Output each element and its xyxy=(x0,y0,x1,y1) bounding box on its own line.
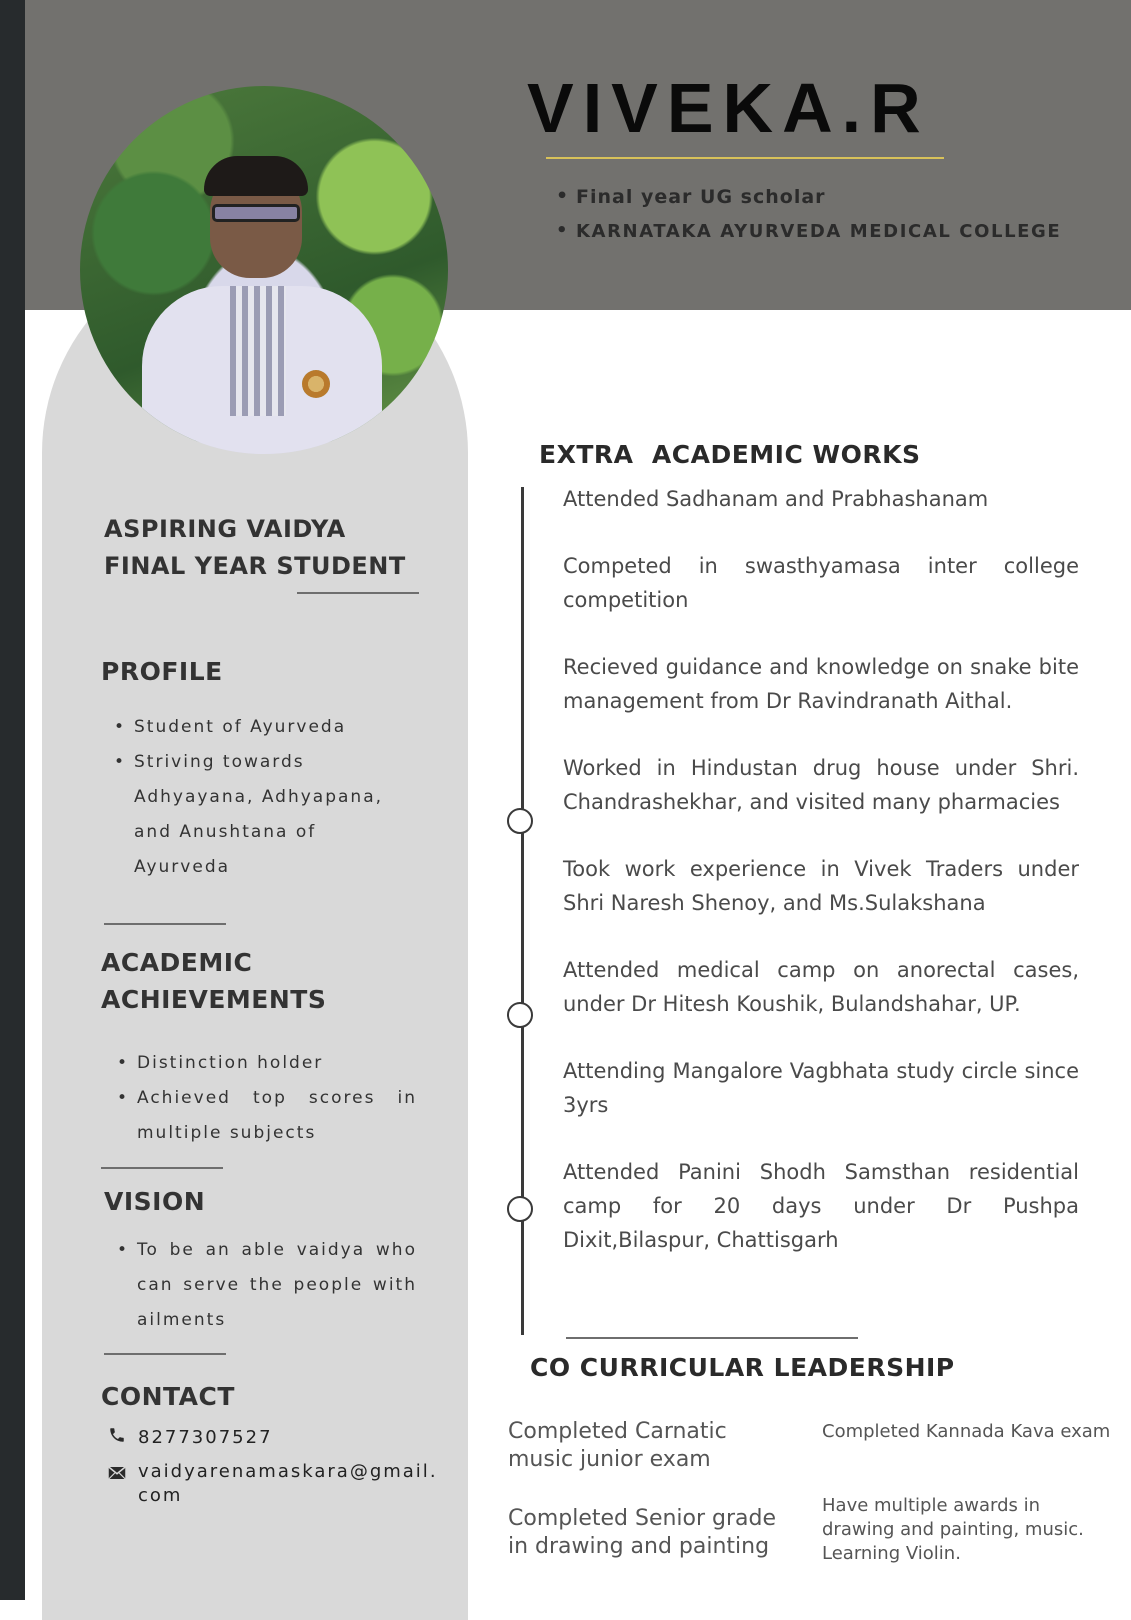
work-item: Attended Panini Shodh Samsthan residential camp for 20 days under Dr Pushpa Dixit,Bilaspur, Chattisgarh xyxy=(563,1160,1079,1252)
phone-icon xyxy=(108,1426,138,1449)
academic-heading-line: ACADEMIC xyxy=(101,948,253,977)
photo-glasses xyxy=(212,204,300,222)
co-curricular-heading: CO CURRICULAR LEADERSHIP xyxy=(530,1353,955,1382)
timeline-node xyxy=(507,1002,533,1028)
extra-academic-heading: EXTRA ACADEMIC WORKS xyxy=(539,440,921,469)
vision-heading: VISION xyxy=(104,1187,206,1216)
candidate-name: VIVEKA.R xyxy=(527,69,930,147)
timeline-node xyxy=(507,808,533,834)
photo-hair xyxy=(204,156,308,196)
profile-list xyxy=(114,710,414,885)
work-item: Competed in swasthyamasa inter college competition xyxy=(563,554,1079,612)
email-address: vaidyarenamaskara@gmail.com xyxy=(138,1461,438,1506)
work-item: Worked in Hindustan drug house under Shri. Chandrashekhar, and visited many pharmacies xyxy=(563,756,1079,814)
timeline-node xyxy=(507,1196,533,1222)
subtitle-item: • Final year UG scholar xyxy=(556,186,1061,208)
work-item: Attended Sadhanam and Prabhashanam xyxy=(563,487,989,511)
co-curricular-item: Completed Senior grade in drawing and painting xyxy=(508,1506,777,1559)
subtitle-item: • KARNATAKA AYURVEDA MEDICAL COLLEGE xyxy=(556,221,1061,242)
left-edge-stripe xyxy=(0,0,25,1600)
vision-divider xyxy=(104,1353,226,1355)
tagline-line: FINAL YEAR STUDENT xyxy=(104,552,406,580)
vision-list xyxy=(117,1233,417,1338)
co-curricular-item: Completed Kannada Kava exam xyxy=(822,1421,1111,1442)
tagline xyxy=(104,511,406,585)
tagline-divider xyxy=(297,592,419,594)
vision-item: • To be an able vaidya who can serve the people with ailments xyxy=(117,1233,417,1338)
photo-shirt xyxy=(230,286,286,416)
extra-academic-list xyxy=(563,482,1079,1257)
tagline-line: ASPIRING VAIDYA xyxy=(104,515,346,543)
contact-phone[interactable] xyxy=(108,1426,438,1450)
academic-heading-line: ACHIEVEMENTS xyxy=(101,985,327,1014)
academic-list xyxy=(117,1046,417,1151)
work-item: Attended medical camp on anorectal cases, under Dr Hitesh Koushik, Bulandshahar, UP. xyxy=(563,958,1079,1016)
work-item: Attending Mangalore Vagbhata study circle since 3yrs xyxy=(563,1059,1079,1117)
profile-photo xyxy=(80,86,448,454)
contact-email[interactable] xyxy=(108,1460,438,1508)
work-item: Recieved guidance and knowledge on snake bite management from Dr Ravindranath Aithal. xyxy=(563,655,1079,713)
profile-item: • Striving towards Adhyayana, Adhyapana, and Anushtana of Ayurveda xyxy=(114,745,414,885)
academic-heading xyxy=(101,944,326,1018)
profile-divider xyxy=(104,923,226,925)
header-subtitle-list xyxy=(556,186,1061,255)
profile-heading: PROFILE xyxy=(101,657,223,686)
phone-number: 8277307527 xyxy=(138,1427,273,1448)
academic-item: • Distinction holder xyxy=(117,1046,417,1081)
co-curricular-item: Have multiple awards in drawing and painting, music. Learning Violin. xyxy=(822,1495,1084,1564)
co-curricular-item: Completed Carnatic music junior exam xyxy=(508,1419,727,1472)
contact-heading: CONTACT xyxy=(101,1382,235,1411)
profile-item: • Student of Ayurveda xyxy=(114,710,414,745)
name-underline xyxy=(546,157,944,159)
academic-divider xyxy=(101,1167,223,1169)
extra-academic-divider xyxy=(566,1337,858,1339)
college-emblem-icon xyxy=(302,370,330,398)
mail-icon xyxy=(108,1460,138,1485)
academic-item: • Achieved top scores in multiple subjects xyxy=(117,1081,417,1151)
work-item: Took work experience in Vivek Traders under Shri Naresh Shenoy, and Ms.Sulakshana xyxy=(563,857,1079,915)
